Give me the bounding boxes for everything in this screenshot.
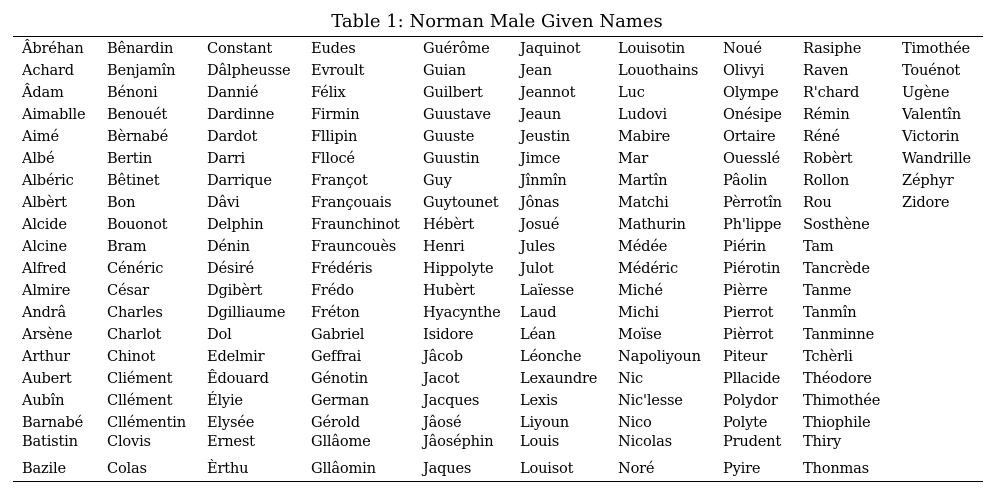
name-cell: Pierrot (723, 304, 774, 321)
name-cell: Jacques (423, 392, 480, 409)
name-cell: Michi (618, 304, 659, 321)
name-cell: Nico (618, 414, 652, 431)
name-cell: Henri (423, 238, 465, 255)
name-cell: Charles (107, 304, 163, 321)
name-cell: Désiré (207, 260, 254, 277)
name-cell: Eudes (311, 40, 356, 57)
name-cell: Êdouard (207, 370, 269, 387)
name-cell: Wandrille (902, 150, 971, 167)
name-cell: Alcide (22, 216, 67, 233)
name-cell: Evroult (311, 62, 365, 79)
name-cell: Sosthène (803, 216, 870, 233)
name-cell: Thonmas (803, 460, 869, 477)
name-cell: Julot (520, 260, 554, 277)
name-cell: Louisotin (618, 40, 685, 57)
name-cell: Charlot (107, 326, 162, 343)
name-cell: Tancrède (803, 260, 870, 277)
name-cell: Laïesse (520, 282, 574, 299)
name-cell: Pyire (723, 460, 761, 477)
name-cell: Alcine (22, 238, 67, 255)
name-cell: Frédéris (311, 260, 373, 277)
name-cell: Bouonot (107, 216, 168, 233)
name-cell: Prudent (723, 433, 782, 450)
name-cell: Rou (803, 194, 832, 211)
name-cell: Jacot (423, 370, 460, 387)
name-cell: Barnabé (22, 414, 84, 431)
name-cell: Pâolin (723, 172, 768, 189)
name-cell: Dénin (207, 238, 250, 255)
name-cell: Timothée (902, 40, 970, 57)
name-cell: Pièrre (723, 282, 768, 299)
name-cell: Constant (207, 40, 273, 57)
name-cell: Rollon (803, 172, 850, 189)
name-cell: Guustin (423, 150, 480, 167)
name-cell: Pièrrot (723, 326, 774, 343)
name-cell: Cliément (107, 370, 173, 387)
name-cell: Raven (803, 62, 849, 79)
name-cell: Polydor (723, 392, 778, 409)
name-cell: Firmin (311, 106, 360, 123)
name-cell: Félix (311, 84, 346, 101)
name-cell: Bram (107, 238, 147, 255)
name-cell: Achard (22, 62, 74, 79)
name-cell: Léan (520, 326, 556, 343)
name-cell: Guian (423, 62, 466, 79)
name-cell: Colas (107, 460, 147, 477)
name-cell: Hébèrt (423, 216, 474, 233)
name-cell: Pèrrotîn (723, 194, 782, 211)
name-cell: Èrthu (207, 460, 249, 477)
name-cell: Louis (520, 433, 560, 450)
name-cell: Matchi (618, 194, 669, 211)
name-cell: Jeaun (520, 106, 561, 123)
name-cell: Mathurin (618, 216, 686, 233)
name-cell: Moïse (618, 326, 662, 343)
name-cell: Albéric (22, 172, 74, 189)
name-cell: German (311, 392, 370, 409)
name-cell: Ouesslé (723, 150, 780, 167)
name-cell: Edelmir (207, 348, 265, 365)
name-cell: Benjamîn (107, 62, 176, 79)
name-cell: Jaquinot (520, 40, 581, 57)
name-cell: Bêtinet (107, 172, 160, 189)
name-cell: Olympe (723, 84, 779, 101)
name-cell: Jeannot (520, 84, 576, 101)
name-cell: Guérôme (423, 40, 490, 57)
name-cell: Dannié (207, 84, 259, 101)
name-cell: Élyie (207, 392, 243, 409)
name-cell: Gllâome (311, 433, 371, 450)
name-cell: Piteur (723, 348, 768, 365)
name-cell: Laud (520, 304, 557, 321)
name-cell: Ernest (207, 433, 255, 450)
name-cell: Piérotin (723, 260, 781, 277)
name-cell: Fllipin (311, 128, 358, 145)
name-cell: Cllément (107, 392, 173, 409)
name-cell: Thiophile (803, 414, 871, 431)
name-cell: Jônas (520, 194, 560, 211)
name-cell: Geffrai (311, 348, 362, 365)
name-cell: Louisot (520, 460, 574, 477)
name-cell: Nic'lesse (618, 392, 683, 409)
name-cell: R'chard (803, 84, 860, 101)
name-cell: Louothains (618, 62, 699, 79)
name-cell: Clovis (107, 433, 151, 450)
name-cell: Batistin (22, 433, 78, 450)
name-cell: Dgibèrt (207, 282, 263, 299)
name-cell: Ugène (902, 84, 950, 101)
name-cell: Fraunchinot (311, 216, 400, 233)
name-cell: Aimé (22, 128, 59, 145)
name-cell: Ludovi (618, 106, 667, 123)
name-cell: Jînmîn (520, 172, 567, 189)
name-cell: Martîn (618, 172, 668, 189)
name-cell: Mabire (618, 128, 671, 145)
name-cell: Jeustin (520, 128, 570, 145)
name-cell: Gabriel (311, 326, 365, 343)
name-cell: Gllâomin (311, 460, 376, 477)
name-cell: Tanme (803, 282, 852, 299)
name-cell: Touénot (902, 62, 961, 79)
name-cell: Dardot (207, 128, 258, 145)
name-cell: Guuste (423, 128, 475, 145)
name-cell: Françot (311, 172, 368, 189)
name-cell: Arsène (22, 326, 73, 343)
name-cell: Cllémentin (107, 414, 186, 431)
name-cell: Darri (207, 150, 246, 167)
name-cell: Bon (107, 194, 136, 211)
name-cell: Zidore (902, 194, 950, 211)
name-cell: Aubert (22, 370, 72, 387)
name-cell: Tchèrli (803, 348, 853, 365)
name-cell: Gérold (311, 414, 360, 431)
name-cell: Rasiphe (803, 40, 862, 57)
name-cell: Delphin (207, 216, 264, 233)
name-cell: Napoliyoun (618, 348, 701, 365)
name-cell: Cénéric (107, 260, 164, 277)
name-cell: Thiry (803, 433, 842, 450)
name-cell: Tanminne (803, 326, 875, 343)
name-cell: Ortaire (723, 128, 776, 145)
name-cell: Âbréhan (22, 40, 84, 57)
name-cell: Hyacynthe (423, 304, 501, 321)
name-cell: Noré (618, 460, 655, 477)
table-bottom-rule (13, 481, 983, 482)
name-cell: Rémin (803, 106, 850, 123)
name-cell: Frédo (311, 282, 354, 299)
name-cell: Hubèrt (423, 282, 475, 299)
name-cell: Jaques (423, 460, 472, 477)
name-cell: Jules (520, 238, 556, 255)
name-cell: Fllocé (311, 150, 355, 167)
name-cell: Guy (423, 172, 452, 189)
name-cell: Jean (520, 62, 552, 79)
name-cell: Tanmîn (803, 304, 857, 321)
name-cell: Liyoun (520, 414, 569, 431)
name-cell: Guustave (423, 106, 491, 123)
name-cell: Bénoni (107, 84, 158, 101)
name-cell: Lexaundre (520, 370, 598, 387)
name-cell: Dol (207, 326, 232, 343)
name-cell: Valentîn (902, 106, 961, 123)
name-cell: Chinot (107, 348, 156, 365)
name-cell: Zéphyr (902, 172, 954, 189)
name-cell: Tam (803, 238, 834, 255)
name-cell: Luc (618, 84, 645, 101)
name-cell: Victorin (902, 128, 960, 145)
name-cell: Dâlpheusse (207, 62, 291, 79)
name-cell: Onésipe (723, 106, 782, 123)
name-cell: Ph'lippe (723, 216, 782, 233)
name-cell: Guilbert (423, 84, 483, 101)
name-cell: Jâcob (423, 348, 463, 365)
name-cell: Noué (723, 40, 762, 57)
name-cell: Alfred (22, 260, 67, 277)
name-cell: Jimce (520, 150, 561, 167)
name-cell: Dardinne (207, 106, 275, 123)
name-cell: Jâoséphin (423, 433, 494, 450)
name-cell: Mar (618, 150, 649, 167)
table-top-rule (13, 36, 983, 37)
name-cell: César (107, 282, 149, 299)
name-cell: Nic (618, 370, 644, 387)
name-cell: Théodore (803, 370, 872, 387)
name-cell: Almire (22, 282, 71, 299)
name-cell: Médée (618, 238, 668, 255)
name-cell: Andrâ (22, 304, 66, 321)
name-cell: Josué (520, 216, 560, 233)
name-cell: Bazile (22, 460, 66, 477)
name-cell: Polyte (723, 414, 768, 431)
name-cell: Médéric (618, 260, 678, 277)
name-cell: Frauncouès (311, 238, 397, 255)
name-cell: Olivyi (723, 62, 765, 79)
name-cell: Jâosé (423, 414, 462, 431)
name-cell: Hippolyte (423, 260, 494, 277)
name-cell: Albé (22, 150, 55, 167)
name-cell: Benouét (107, 106, 168, 123)
name-cell: Bèrnabé (107, 128, 169, 145)
name-cell: Lexis (520, 392, 558, 409)
name-cell: Françouais (311, 194, 392, 211)
name-cell: Nicolas (618, 433, 672, 450)
name-cell: Léonche (520, 348, 582, 365)
name-cell: Fréton (311, 304, 360, 321)
name-cell: Darrique (207, 172, 272, 189)
name-cell: Arthur (22, 348, 70, 365)
name-cell: Guytounet (423, 194, 499, 211)
name-cell: Dgilliaume (207, 304, 286, 321)
name-cell: Aimablle (22, 106, 86, 123)
name-cell: Aubîn (22, 392, 65, 409)
name-cell: Piérin (723, 238, 766, 255)
table-caption: Table 1: Norman Male Given Names (331, 11, 663, 32)
name-cell: Robèrt (803, 150, 853, 167)
name-cell: Génotin (311, 370, 369, 387)
name-cell: Pllacide (723, 370, 781, 387)
name-cell: Thimothée (803, 392, 881, 409)
name-cell: Réné (803, 128, 840, 145)
name-cell: Bênardin (107, 40, 174, 57)
name-cell: Albèrt (22, 194, 67, 211)
name-cell: Dâvi (207, 194, 240, 211)
name-cell: Isidore (423, 326, 474, 343)
name-cell: Bertin (107, 150, 153, 167)
name-cell: Miché (618, 282, 663, 299)
name-cell: Âdam (22, 84, 64, 101)
name-cell: Elysée (207, 414, 255, 431)
